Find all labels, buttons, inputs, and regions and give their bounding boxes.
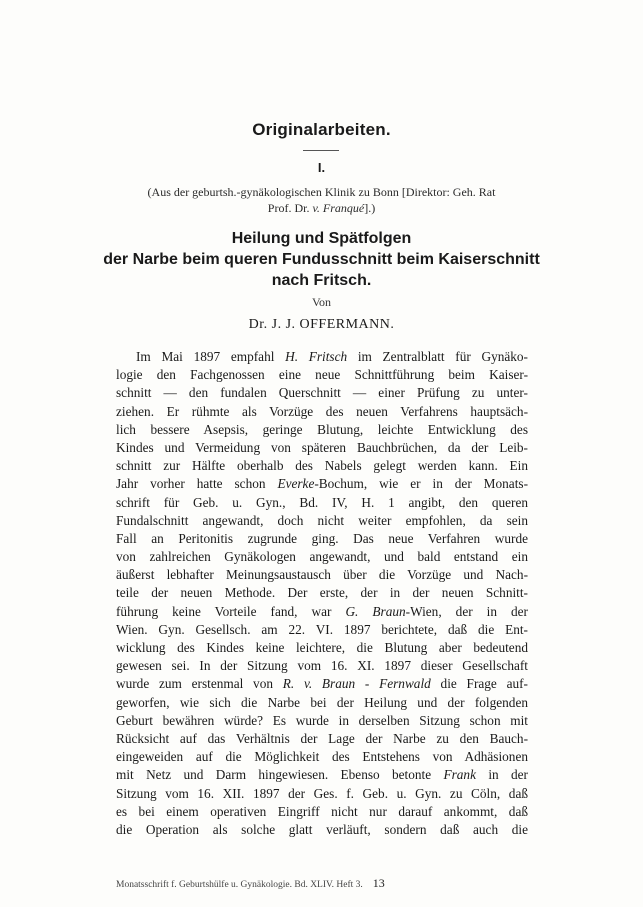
title-rule: [303, 150, 339, 151]
text-line: äußerst lebhafter Meinungsaustausch über die Vorzüge und Nach-: [116, 567, 528, 583]
institution-line-2: Prof. Dr. v. Franqué].): [267, 201, 376, 215]
text-line: Kindes und Vermeidung von späteren Bauchbrüchen, da der Leib-: [116, 439, 528, 455]
text-line: mit Netz und Darm hingewiesen. Ebenso betonte Frank in der: [116, 767, 528, 783]
text-line: von zahlreichen Gynäkologen angewandt, und bald entstand ein: [116, 549, 528, 565]
title-line-3: nach Fritsch.: [271, 272, 372, 289]
institution-note: [100, 184, 543, 216]
text-line: eingeweiden auf die Möglichkeit des Entstehens von Adhäsionen: [116, 749, 528, 765]
text-line: Wien. Gyn. Gesellsch. am 22. VI. 1897 berichtete, daß die Ent-: [116, 621, 528, 637]
journal-reference: Monatsschrift f. Geburtshülfe u. Gynäkologie. Bd. XLIV. Heft 3.: [116, 880, 363, 890]
text-line: Fall an Peritonitis zugrunde ging. Das neue Verfahren wurde: [116, 530, 528, 546]
text-line: Geburt bewähren würde? Es wurde in derselben Sitzung schon mit: [116, 712, 528, 728]
text-line: wicklung des Kindes keine leichtere, die Blutung aber bedeutend: [116, 640, 528, 655]
text-line: gewesen sei. In der Sitzung vom 16. XI. 1897 dieser Gesellschaft: [116, 658, 528, 674]
text-line: Fundalschnitt angewandt, doch nicht weiter empfohlen, da sein: [116, 512, 528, 528]
text-line: Sitzung vom 16. XII. 1897 der Ges. f. Geb. u. Gyn. zu Cöln, daß: [116, 785, 528, 801]
text-line: Im Mai 1897 empfahl H. Fritsch im Zentralblatt für Gynäko-: [136, 349, 528, 364]
text-line: Jahr vorher hatte schon Everke-Bochum, wie er in der Monats-: [116, 476, 528, 492]
byline-von: Von: [311, 295, 332, 309]
text-line: Rücksicht auf das Verhältnis der Lage der Narbe zu den Bauch-: [116, 730, 528, 746]
text-line: teile der neuen Methode. Der erste, der in der neuen Schnitt-: [116, 585, 528, 601]
page-footer: [116, 876, 528, 891]
author-name: Dr. J. J. OFFERMANN.: [248, 317, 395, 332]
text-line: es bei einem operativen Eingriff nicht nur darauf ankommt, daß: [116, 803, 528, 819]
text-line: geworfen, wie sich die Narbe bei der Heilung und der folgenden: [116, 694, 528, 710]
text-line: schrift für Geb. u. Gyn., Bd. IV, H. 1 angibt, den queren: [116, 494, 528, 510]
text-line: schnitt — den fundalen Querschnitt — einer Prüfung zu unter-: [116, 385, 528, 401]
text-line: wurde zum erstenmal von R. v. Braun - Fernwald die Frage auf-: [116, 676, 528, 692]
page-number: 13: [372, 876, 385, 890]
text-line: führung keine Vorteile fand, war G. Braun-Wien, der in der: [116, 603, 528, 619]
text-line: die Operation als solche glatt verläuft, sondern daß auch die: [116, 821, 528, 837]
text-line: schnitt zur Hälfte oberhalb des Nabels gelegt werden kann. Ein: [116, 458, 528, 474]
section-title: Originalarbeiten.: [252, 120, 391, 139]
text-line: ziehen. Er rühmte als Vorzüge des neuen Verfahrens hauptsäch-: [116, 403, 528, 419]
article-number: I.: [317, 160, 326, 175]
title-line-1: Heilung und Spätfolgen: [231, 230, 412, 247]
title-line-2: der Narbe beim queren Fundusschnitt beim Kaiserschnitt: [103, 251, 540, 268]
text-line: logie den Fachgenossen eine neue Schnittführung beim Kaiser-: [116, 367, 528, 383]
director-name: v. Franqué: [312, 201, 365, 215]
body-text: [116, 348, 528, 839]
text-line: lich bessere Asepsis, geringe Blutung, leichte Entwicklung des: [116, 421, 528, 437]
institution-line-1: (Aus der geburtsh.-gynäkologischen Klinik zu Bonn [Direktor: Geh. Rat: [147, 185, 496, 199]
article-title: [100, 228, 543, 291]
